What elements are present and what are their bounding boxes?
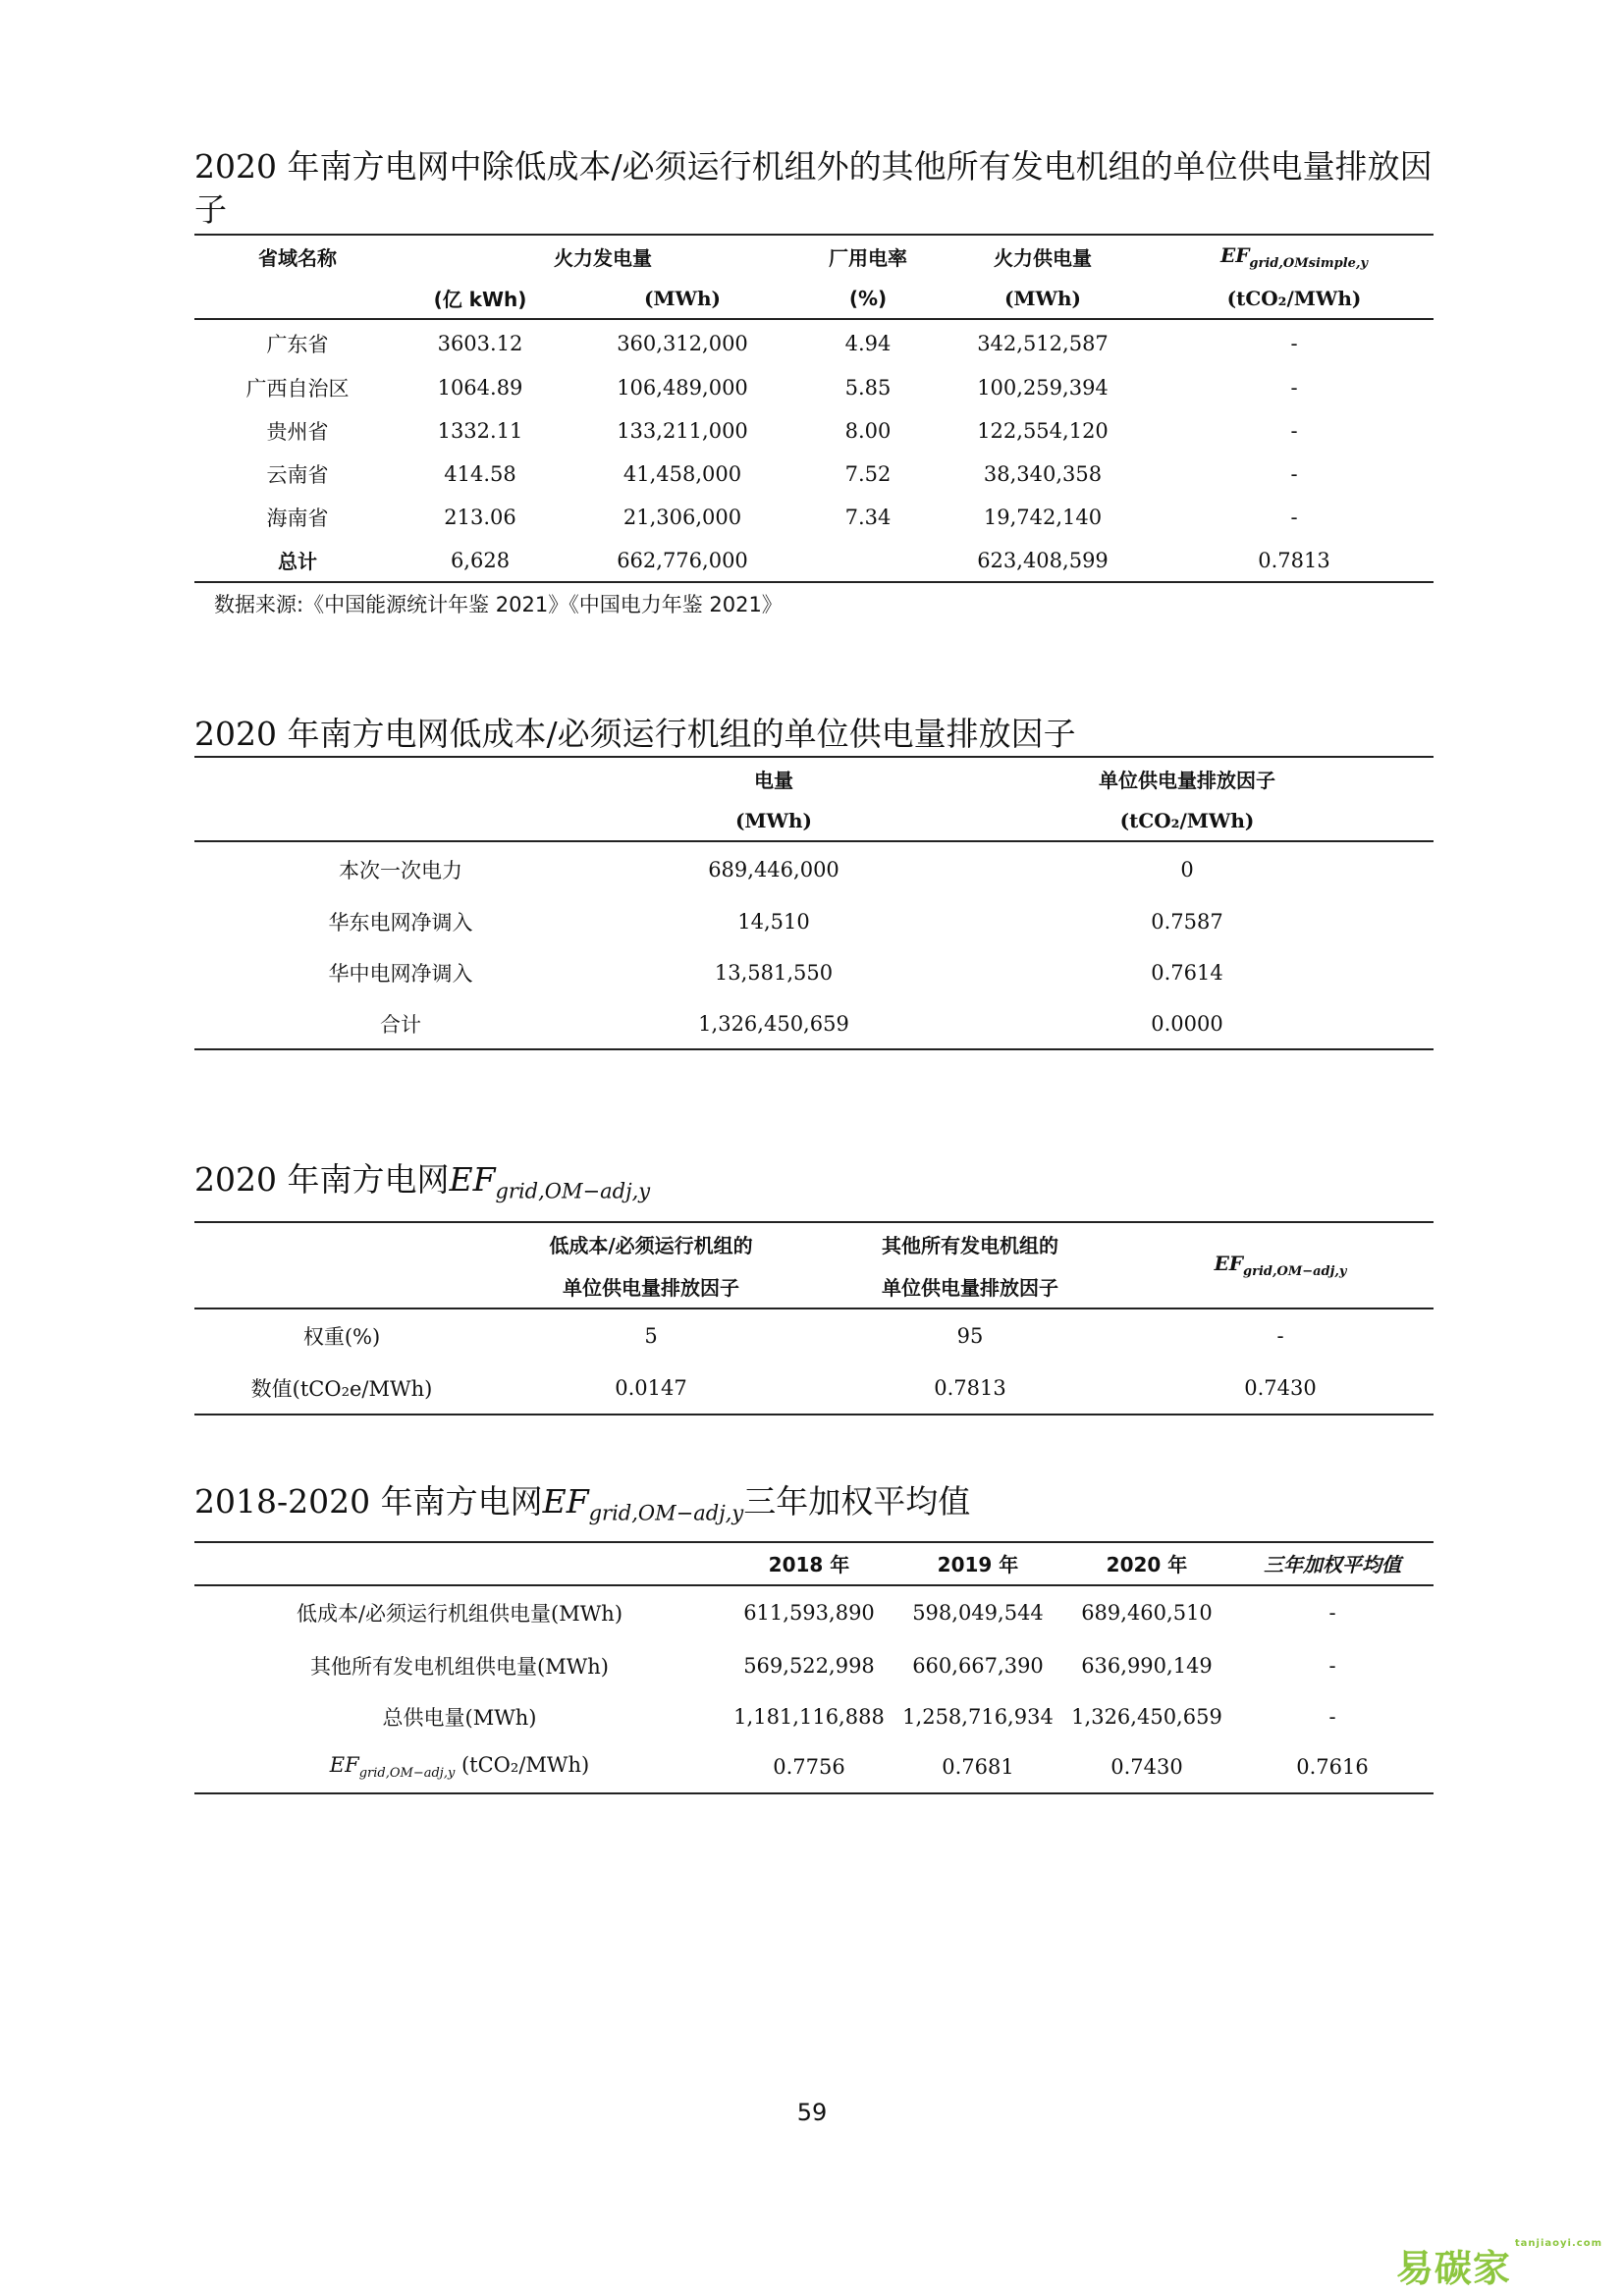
table-row [194,1308,1434,1363]
cell: 689,446,000 [708,857,839,881]
table-row [194,453,1434,496]
table-row [194,496,1434,539]
watermark-text: 易碳家 [1395,2247,1511,2290]
t1-h-province: 省域名称 [258,246,337,270]
cell: 其他所有发电机组供电量(MWh) [310,1654,609,1679]
t1-h-ef: $EF_{grid,OMsimple,y}$ [1219,242,1369,271]
t2-h2-unit-0: (MWh) [607,800,941,841]
cell: - [1290,331,1298,355]
table-row [194,319,1434,366]
t1-h-thermal-supply: 火力供电量 [994,246,1092,270]
cell: 636,990,149 [1081,1653,1213,1678]
table-row [194,409,1434,453]
cell: 41,458,000 [623,462,742,486]
t4-h-2020: 2020 年 [1062,1542,1231,1585]
table2-title: 2020 年南方电网低成本/必须运行机组的单位供电量排放因子 [194,715,1076,753]
table2-section [194,713,1434,1050]
t1-h2-unit-3: (MWh) [931,278,1155,319]
cell: 660,667,390 [912,1653,1044,1678]
cell: 360,312,000 [617,331,748,355]
cell: 1,326,450,659 [698,1011,849,1036]
cell: 623,408,599 [977,548,1109,572]
table4 [194,1541,1434,1794]
cell: 133,211,000 [617,419,748,443]
cell: - [1328,1653,1336,1678]
t1-h2-unit-1: (MWh) [560,278,805,319]
table4-title [194,1480,1434,1535]
table3-title [194,1158,1434,1213]
table4-title-prefix: 2018-2020 年南方电网 [194,1482,543,1521]
t1-h2-unit-2: (%) [805,278,931,319]
cell: 华东电网净调入 [328,911,473,934]
cell: - [1328,1601,1336,1626]
cell: 8.00 [844,419,892,443]
table-row [194,896,1434,947]
table-row [194,1640,1434,1691]
t1-h2-empty [194,278,401,319]
cell: 38,340,358 [983,462,1103,486]
cell: 14,510 [737,910,810,934]
cell: 662,776,000 [617,548,748,572]
cell: 1332.11 [437,419,523,443]
cell-total-label: 总计 [278,550,317,573]
cell: 本次一次电力 [339,858,462,882]
t2-h-energy: 电量 [754,769,793,792]
cell: 总供电量(MWh) [382,1705,537,1730]
cell: 5.85 [844,376,892,400]
t3-h2-1: 单位供电量排放因子 [813,1265,1127,1308]
cell: 0.0147 [615,1376,687,1401]
cell: 广西自治区 [245,377,350,400]
table1 [194,234,1434,583]
cell: 华中电网净调入 [328,962,473,986]
cell: 122,554,120 [977,419,1109,443]
t3-h-low-cost: 低成本/必须运行机组的 [549,1233,753,1257]
t4-h-avg: 三年加权平均值 [1231,1542,1434,1585]
table3-title-prefix: 2020 年南方电网 [194,1160,450,1199]
cell: 0.7587 [1151,910,1223,934]
t1-h-aux-rate: 厂用电率 [829,246,907,270]
cell: 广东省 [266,332,329,356]
cell: 611,593,890 [743,1601,875,1626]
table4-title-ef: $EF_{grid,OM-adj,y}$ [542,1482,744,1525]
t1-h2-unit-4: (tCO₂/MWh) [1155,278,1434,319]
table-row [194,1363,1434,1415]
table1-source: 数据来源:《中国能源统计年鉴 2021》《中国电力年鉴 2021》 [214,593,783,616]
t4-h-empty [194,1542,725,1585]
cell: 合计 [380,1012,421,1037]
cell: 689,460,510 [1081,1601,1213,1626]
cell: - [1290,506,1298,529]
table1-title: 2020 年南方电网中除低成本/必须运行机组外的其他所有发电机组的单位供电量排放因子 [194,147,1433,229]
t2-h2-empty [194,800,607,841]
t1-h2-unit-0: (亿 kWh) [401,278,560,319]
cell: - [1290,419,1298,443]
cell: 213.06 [444,506,516,529]
cell: 0.7616 [1296,1755,1369,1780]
cell: 权重(%) [302,1325,381,1350]
t3-h-other: 其他所有发电机组的 [882,1233,1058,1257]
table1-section [194,145,1434,583]
cell: 0.7756 [773,1755,845,1780]
cell: - [1290,376,1298,400]
watermark-logo [1396,2238,1602,2292]
t4-ef-label-cell: $EF_{grid,OM-adj,y}$ (tCO₂/MWh) [329,1753,590,1782]
cell: 100,259,394 [977,376,1109,400]
cell: 0.7430 [1110,1755,1183,1780]
cell: 13,581,550 [714,961,834,985]
watermark-url: tanjiaoyi.com [1514,2238,1602,2249]
table-row [194,998,1434,1049]
cell: 云南省 [266,463,329,487]
t1-h-thermal-gen: 火力发电量 [554,246,652,270]
cell: 7.34 [844,506,892,529]
t2-h-empty [194,757,607,800]
cell: 数值(tCO₂e/MWh) [250,1377,433,1402]
cell: 0.0000 [1151,1011,1223,1036]
cell: 1,258,716,934 [902,1704,1054,1729]
table3-title-ef: $EF_{grid,OM-adj,y}$ [449,1160,651,1203]
cell: 0.7681 [942,1755,1014,1780]
table3-section [194,1158,1434,1415]
cell: 1064.89 [437,376,523,400]
cell: 342,512,587 [977,331,1109,355]
table-row [194,1585,1434,1640]
table4-section [194,1480,1434,1794]
cell: 贵州省 [266,420,329,444]
cell: 106,489,000 [617,376,748,400]
t4-h-2019: 2019 年 [893,1542,1062,1585]
table-row [194,1691,1434,1742]
cell: 1,181,116,888 [733,1704,885,1729]
cell [805,539,931,582]
table-row [194,366,1434,409]
t3-h2-empty [194,1265,489,1308]
cell: 海南省 [266,507,329,530]
cell: - [1276,1324,1284,1349]
cell: 569,522,998 [743,1653,875,1678]
cell: 0 [1180,857,1194,881]
cell: 0.7614 [1151,961,1223,985]
cell: - [1290,462,1298,486]
cell: 低成本/必须运行机组供电量(MWh) [296,1602,623,1627]
table2 [194,756,1434,1050]
cell: 0.7813 [934,1376,1006,1401]
cell: 0.7430 [1244,1376,1317,1401]
cell: 19,742,140 [983,506,1103,529]
cell: 6,628 [450,548,511,572]
table-row [194,1742,1434,1793]
t3-h-empty [194,1222,489,1265]
cell: 0.7813 [1258,548,1330,572]
cell: - [1328,1704,1336,1729]
cell: 5 [644,1324,658,1349]
table4-title-suffix: 三年加权平均值 [743,1482,971,1521]
t2-h-ef: 单位供电量排放因子 [1099,769,1275,792]
table-row [194,841,1434,896]
cell: 1,326,450,659 [1071,1704,1222,1729]
table-row-total [194,539,1434,582]
t3-h-ef: $EF_{grid,OM-adj,y}$ [1127,1222,1434,1308]
cell: 414.58 [444,462,516,486]
t4-h-2018: 2018 年 [725,1542,893,1585]
cell: 21,306,000 [623,506,742,529]
cell: 4.94 [844,331,892,355]
page-number: 59 [796,2099,828,2126]
t2-h2-unit-1: (tCO₂/MWh) [941,800,1434,841]
t3-h2-0: 单位供电量排放因子 [489,1265,813,1308]
cell: 3603.12 [437,331,523,355]
cell: 95 [956,1324,984,1349]
cell: 598,049,544 [912,1601,1044,1626]
table-row [194,947,1434,998]
cell: 7.52 [844,462,892,486]
table3 [194,1221,1434,1415]
